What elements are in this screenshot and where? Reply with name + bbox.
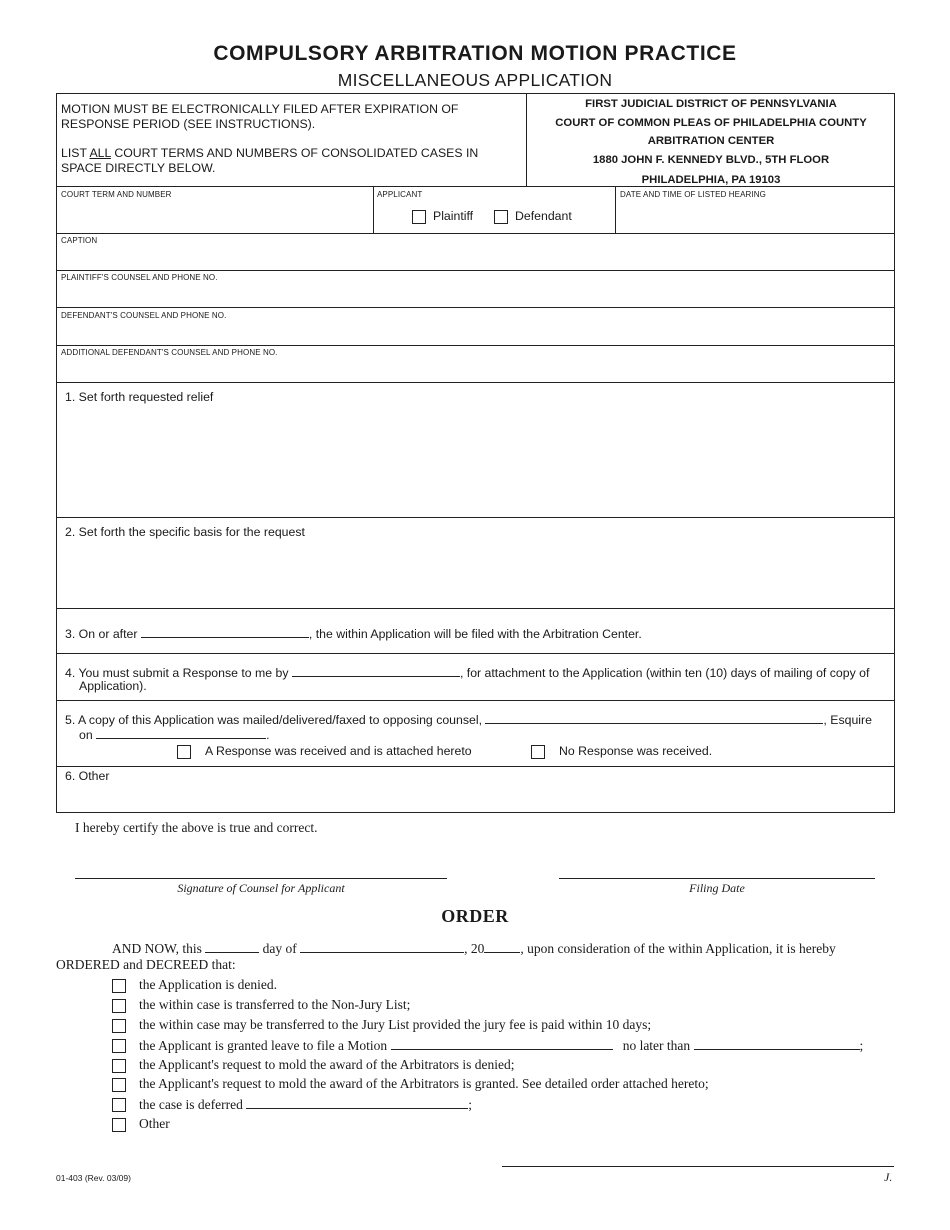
no-response-label: No Response was received.: [559, 744, 713, 758]
defendant-label: Defendant: [515, 209, 572, 223]
item-4: [65, 664, 869, 680]
order-option-2: the within case is transferred to the Non-Jury List;: [139, 997, 411, 1012]
mailed-date-blank[interactable]: [96, 726, 266, 739]
frame-left: [56, 93, 57, 812]
order-option-7: [139, 1096, 472, 1113]
divider: [615, 186, 616, 233]
plaintiff-label: Plaintiff: [433, 209, 474, 223]
notice-line-3: [61, 146, 521, 161]
order-ordered: ORDERED and DECREED that:: [56, 957, 236, 972]
divider: [56, 186, 895, 187]
response-received-label: A Response was received and is attached hereto: [205, 744, 472, 758]
signature-label: Signature of Counsel for Applicant: [177, 881, 345, 895]
additional-counsel-label: ADDITIONAL DEFENDANT'S COUNSEL AND PHONE NO.: [61, 348, 278, 357]
response-date-blank[interactable]: [292, 664, 460, 677]
frame-top: [56, 93, 895, 94]
page-subtitle: MISCELLANEOUS APPLICATION: [337, 70, 613, 90]
order-option-5: the Applicant's request to mold the award of the Arbitrators is denied;: [139, 1057, 515, 1072]
divider: [56, 345, 895, 346]
motion-deadline-blank[interactable]: [694, 1037, 860, 1050]
additional-counsel-field[interactable]: [60, 358, 890, 380]
item-5-dot: .: [266, 728, 270, 742]
divider: [56, 233, 895, 234]
notice-line-2: RESPONSE PERIOD (SEE INSTRUCTIONS).: [61, 117, 316, 131]
item-2-label: 2. Set forth the specific basis for the request: [65, 525, 305, 539]
plaintiff-counsel-label: PLAINTIFF'S COUNSEL AND PHONE NO.: [61, 273, 218, 282]
item-3: [65, 625, 642, 641]
frame-right: [894, 93, 895, 812]
form-number: 01-403 (Rev. 03/09): [56, 1173, 131, 1183]
item-5-esquire: , Esquire: [823, 713, 872, 727]
notice-line-3-pre: LIST: [61, 146, 90, 160]
order-option-4: [139, 1037, 863, 1054]
court-line-1: FIRST JUDICIAL DISTRICT OF PENNSYLVANIA: [585, 98, 837, 110]
order-upon: , upon consideration of the within Application, it is hereby: [520, 941, 836, 956]
order-option-5-checkbox[interactable]: [112, 1059, 126, 1073]
order-option-7-end: ;: [468, 1097, 472, 1112]
order-year: , 20: [464, 941, 485, 956]
divider: [56, 517, 895, 518]
order-day-blank[interactable]: [205, 940, 259, 953]
caption-field[interactable]: [60, 246, 890, 268]
divider: [373, 186, 374, 233]
court-term-label: COURT TERM AND NUMBER: [61, 190, 172, 199]
divider: [56, 382, 895, 383]
divider: [56, 270, 895, 271]
divider: [56, 608, 895, 609]
notice-line-3-post: COURT TERMS AND NUMBERS OF CONSOLIDATED CASES IN: [110, 146, 479, 160]
divider: [56, 700, 895, 701]
order-option-4-end: ;: [859, 1038, 864, 1053]
court-line-2: COURT OF COMMON PLEAS OF PHILADELPHIA COUNTY: [555, 116, 867, 129]
other-field[interactable]: [110, 770, 890, 808]
item-3-post: , the within Application will be filed with the Arbitration Center.: [308, 627, 642, 641]
certify-text: I hereby certify the above is true and correct.: [75, 820, 318, 835]
order-option-3-checkbox[interactable]: [112, 1019, 126, 1033]
divider: [56, 766, 895, 767]
hearing-field[interactable]: [620, 200, 890, 230]
judge-signature-line[interactable]: [502, 1166, 894, 1167]
divider: [56, 307, 895, 308]
court-term-field[interactable]: [60, 200, 368, 230]
order-option-7-checkbox[interactable]: [112, 1098, 126, 1112]
item-4-post: , for attachment to the Application (within ten (10) days of mailing of copy of: [459, 666, 870, 680]
divider: [56, 653, 895, 654]
item-5-pre: 5. A copy of this Application was mailed/delivered/faxed to opposing counsel,: [65, 713, 482, 727]
court-line-3: ARBITRATION CENTER: [647, 135, 775, 147]
order-option-8-checkbox[interactable]: [112, 1118, 126, 1132]
notice-line-4: SPACE DIRECTLY BELOW.: [61, 161, 216, 175]
requested-relief-field[interactable]: [60, 408, 890, 514]
deferred-blank[interactable]: [246, 1096, 468, 1109]
opposing-counsel-blank[interactable]: [485, 711, 823, 724]
order-option-6-checkbox[interactable]: [112, 1078, 126, 1092]
notice-line-1: MOTION MUST BE ELECTRONICALLY FILED AFTER EXPIRATION OF: [61, 102, 459, 116]
judge-label: J.: [884, 1170, 893, 1184]
order-option-7-pre: the case is deferred: [139, 1097, 243, 1112]
plaintiff-checkbox[interactable]: [412, 210, 426, 224]
defendant-counsel-field[interactable]: [60, 321, 890, 343]
court-line-5: PHILADELPHIA, PA 19103: [641, 174, 781, 186]
signature-line[interactable]: [75, 878, 447, 879]
court-block: [527, 95, 895, 191]
filing-date-blank[interactable]: [141, 625, 309, 638]
item-4-pre: 4. You must submit a Response to me by: [65, 666, 289, 680]
filing-date-line[interactable]: [559, 878, 875, 879]
item-4-line-2: Application).: [79, 679, 147, 693]
notice-block: [61, 102, 521, 176]
item-6-label: 6. Other: [65, 769, 110, 783]
order-month-blank[interactable]: [300, 940, 464, 953]
notice-all: ALL: [89, 146, 111, 160]
order-option-2-checkbox[interactable]: [112, 999, 126, 1013]
plaintiff-counsel-field[interactable]: [60, 283, 890, 305]
order-heading: ORDER: [441, 906, 509, 926]
frame-bottom: [56, 812, 895, 813]
specific-basis-field[interactable]: [60, 543, 890, 605]
order-option-4-checkbox[interactable]: [112, 1039, 126, 1053]
filing-date-label: Filing Date: [689, 881, 745, 895]
response-received-checkbox[interactable]: [177, 745, 191, 759]
order-option-6: the Applicant's request to mold the award of the Arbitrators is granted. See detailed order attached hereto;: [139, 1076, 709, 1091]
order-and-now: AND NOW, this: [112, 941, 202, 956]
order-option-3: the within case may be transferred to the Jury List provided the jury fee is paid within 10 days;: [139, 1017, 652, 1032]
defendant-counsel-label: DEFENDANT'S COUNSEL AND PHONE NO.: [61, 311, 227, 320]
caption-label: CAPTION: [61, 236, 98, 245]
item-5-on-label: on: [79, 728, 93, 742]
order-option-8: Other: [139, 1116, 170, 1131]
order-option-4-pre: the Applicant is granted leave to file a Motion: [139, 1038, 388, 1053]
court-line-4: 1880 JOHN F. KENNEDY BLVD., 5TH FLOOR: [592, 153, 830, 166]
item-5: [65, 711, 872, 727]
item-1-label: 1. Set forth requested relief: [65, 390, 214, 404]
order-option-1: the Application is denied.: [139, 977, 277, 992]
item-3-pre: 3. On or after: [65, 627, 138, 641]
order-intro: [112, 940, 836, 957]
no-response-checkbox[interactable]: [531, 745, 545, 759]
hearing-label: DATE AND TIME OF LISTED HEARING: [620, 190, 766, 199]
item-5-on: [79, 726, 270, 742]
motion-blank[interactable]: [391, 1037, 613, 1050]
order-year-blank[interactable]: [484, 940, 520, 953]
order-option-4-mid: no later than: [622, 1038, 691, 1053]
page-title: COMPULSORY ARBITRATION MOTION PRACTICE: [213, 42, 737, 65]
applicant-label: APPLICANT: [377, 190, 423, 199]
order-option-1-checkbox[interactable]: [112, 979, 126, 993]
defendant-checkbox[interactable]: [494, 210, 508, 224]
order-day-of: day of: [262, 941, 297, 956]
